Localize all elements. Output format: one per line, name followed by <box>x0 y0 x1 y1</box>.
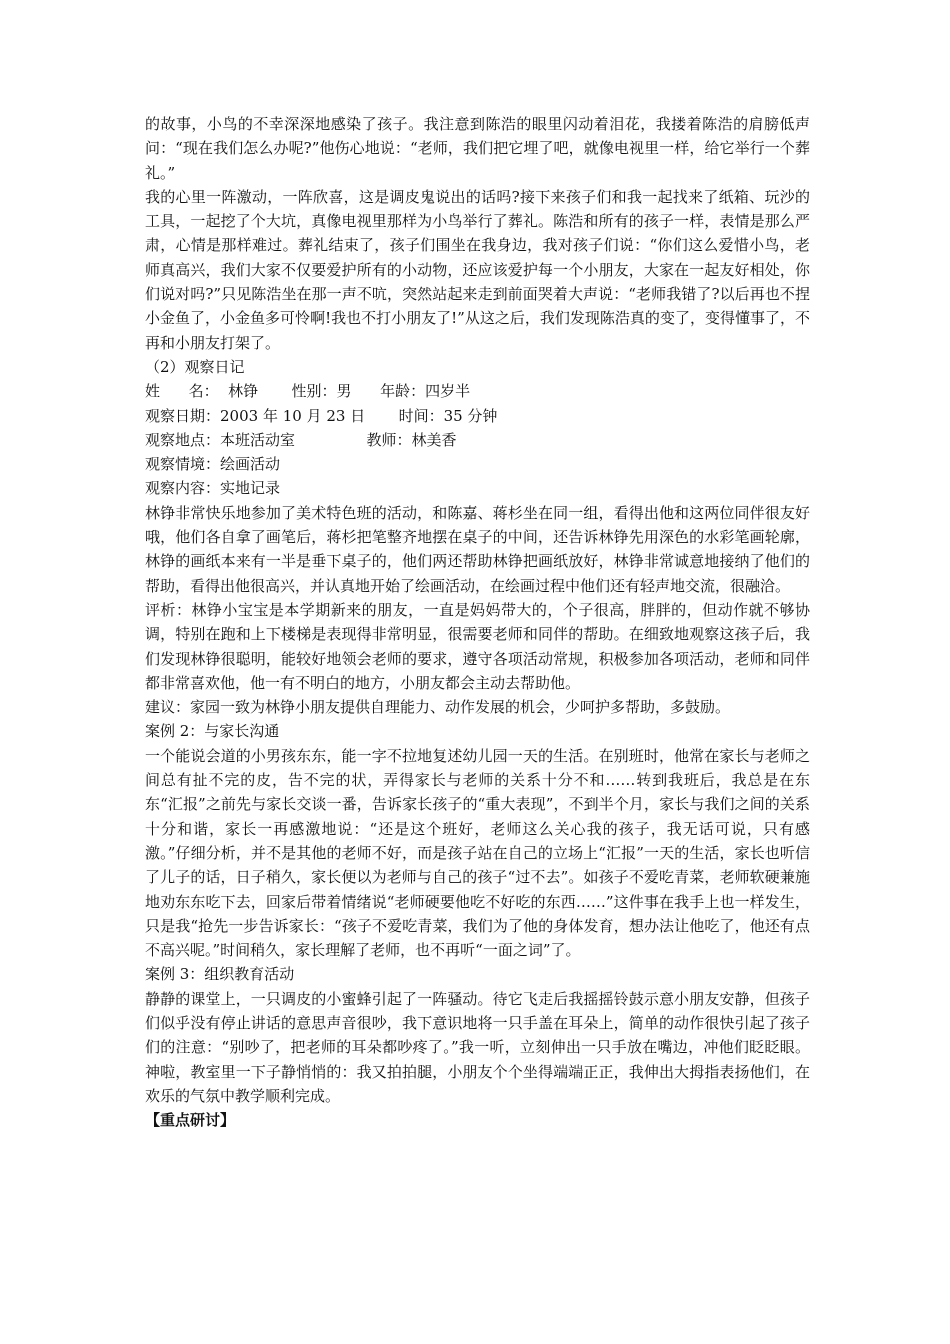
paragraph-record: 林铮非常快乐地参加了美术特色班的活动，和陈嘉、蒋杉坐在同一组，看得出他和这两位同伴很友好哦，他们各自拿了画笔后，蒋杉把笔整齐地摆在桌子的中间，还告诉林铮先用深色的水彩笔画轮廓，林铮的画纸本来有一半是垂下桌子的，他们两还帮助林铮把画纸放好，林铮非常诚意地接纳了他们的帮助，看得出他很高兴，并认真地开始了绘画活动，在绘画过程中他们还有轻声地交流，很融洽。 <box>145 503 810 595</box>
field-name-gender-age: 姓 名： 林铮 性别：男 年龄：四岁半 <box>145 382 471 401</box>
heading-case-3: 案例 3：组织教育活动 <box>145 965 295 984</box>
field-location-teacher: 观察地点：本班活动室 教师：林美香 <box>145 430 457 449</box>
paragraph-case-3: 静静的课堂上，一只调皮的小蜜蜂引起了一阵骚动。待它飞走后我摇摇铃鼓示意小朋友安静，但孩子们似乎没有停止讲话的意思声音很吵，我下意识地将一只手盖在耳朵上，简单的动作很快引起了孩子们的注意：“别吵了，把老师的耳朵都吵疼了。”我一听，立刻伸出一只手放在嘴边，冲他们眨眨眼。神啦，教室里一下子静悄悄的：我又拍拍腿，小朋友个个坐得端端正正，我伸出大拇指表扬他们，在欢乐的气氛中教学顺利完成。 <box>145 989 810 1105</box>
heading-key-discussion: 【重点研讨】 <box>145 1111 236 1130</box>
heading-case-2: 案例 2：与家长沟通 <box>145 722 280 741</box>
document-page <box>145 112 810 1132</box>
field-situation: 观察情境：绘画活动 <box>145 455 281 474</box>
paragraph-case-2: 一个能说会道的小男孩东东，能一字不拉地复述幼儿园一天的生活。在别班时，他常在家长与老师之间总有扯不完的皮，告不完的状，弄得家长与老师的关系十分不和……转到我班后，我总是在东东“汇报”之前先与家长交谈一番，告诉家长孩子的“重大表现”，不到半个月，家长与我们之间的关系十分和谐，家长一再感激地说：“还是这个班好，老师这么关心我的孩子，我无话可说，只有感激。”仔细分析，并不是其他的老师不好，而是孩子站在自己的立场上“汇报”一天的生活，家长也听信了儿子的话，日子稍久，家长便以为老师与自己的孩子“过不去”。如孩子不爱吃青菜，老师软硬兼施地劝东东吃下去，回家后带着情绪说“老师硬要他吃不好吃的东西……”这件事在我手上也一样发生，只是我“抢先一步告诉家长：“孩子不爱吃青菜，我们为了他的身体发育，想办法让他吃了，他还有点不高兴呢。”时间稍久，家长理解了老师，也不再听“一面之词”了。 <box>145 746 810 960</box>
heading-observation-diary: （2）观察日记 <box>145 357 245 376</box>
field-date-time: 观察日期：2003 年 10 月 23 日 时间：35 分钟 <box>145 406 498 425</box>
paragraph-suggestion: 建议：家园一致为林铮小朋友提供自理能力、动作发展的机会，少呵护多帮助，多鼓励。 <box>145 698 731 717</box>
paragraph-story-ending: 的故事，小鸟的不幸深深地感染了孩子。我注意到陈浩的眼里闪动着泪花，我搂着陈浩的肩膀低声问：“现在我们怎么办呢?”他伤心地说：“老师，我们把它埋了吧，就像电视里一样，给它举行一个葬礼。” <box>145 115 810 182</box>
paragraph-funeral: 我的心里一阵激动，一阵欣喜，这是调皮鬼说出的话吗?接下来孩子们和我一起找来了纸箱、玩沙的工具，一起挖了个大坑，真像电视里那样为小鸟举行了葬礼。陈浩和所有的孩子一样，表情是那么严肃，心情是那样难过。葬礼结束了，孩子们围坐在我身边，我对孩子们说：“你们这么爱惜小鸟，老师真高兴，我们大家不仅要爱护所有的小动物，还应该爱护每一个小朋友，大家在一起友好相处，你们说对吗?”只见陈浩坐在那一声不吭，突然站起来走到前面哭着大声说：“老师我错了?以后再也不捏小金鱼了，小金鱼多可怜啊!我也不打小朋友了!”从这之后，我们发现陈浩真的变了，变得懂事了，不再和小朋友打架了。 <box>145 187 810 352</box>
field-content: 观察内容：实地记录 <box>145 479 281 498</box>
paragraph-analysis: 评析：林铮小宝宝是本学期新来的朋友，一直是妈妈带大的，个子很高，胖胖的，但动作就不够协调，特别在跑和上下楼梯是表现得非常明显，很需要老师和同伴的帮助。在细致地观察这孩子后，我们发现林铮很聪明，能较好地领会老师的要求，遵守各项活动常规，积极参加各项活动，老师和同伴都非常喜欢他，他一有不明白的地方，小朋友都会主动去帮助他。 <box>145 600 810 692</box>
